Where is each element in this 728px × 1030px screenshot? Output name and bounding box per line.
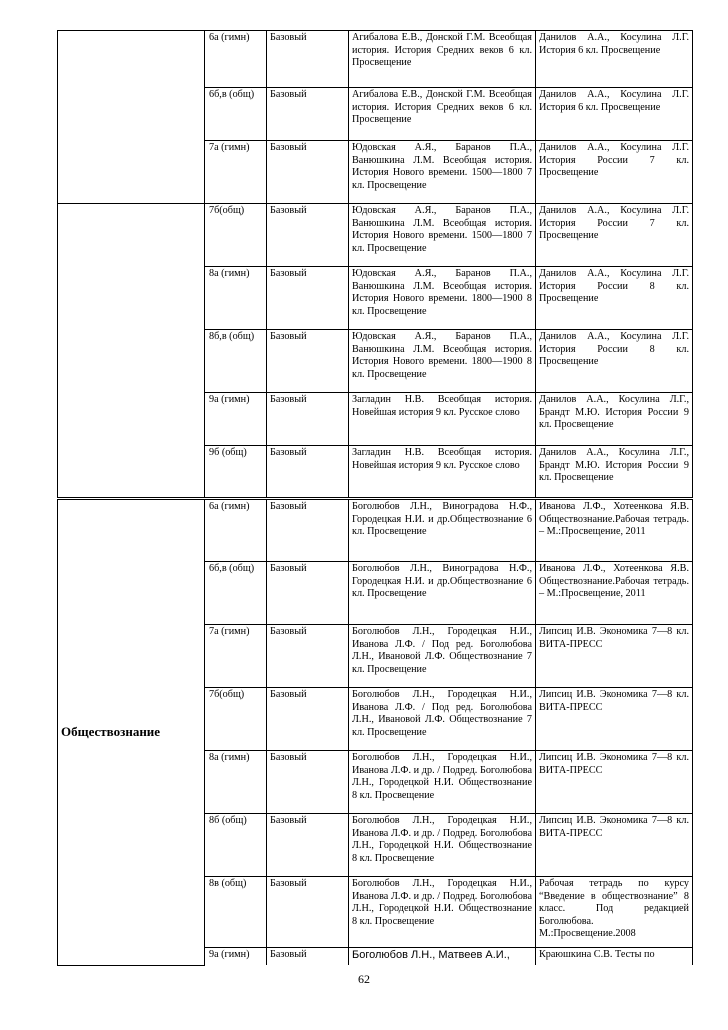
class-cell: 6б,в (общ) (205, 562, 267, 625)
textbook-cell: Боголюбов Л.Н., Виноградова Н.Ф., Городецкая Н.И. и др.Обществознание 6 кл. Просвещение (349, 499, 536, 562)
textbook-cell: Боголюбов Л.Н., Матвеев А.И., (349, 947, 536, 965)
supplementary-cell: Данилов А.А., Косулина Л.Г. История 6 кл. Просвещение (536, 88, 693, 141)
level-cell: Базовый (267, 446, 349, 499)
subject-cell (58, 31, 205, 204)
textbook-cell: Боголюбов Л.Н., Городецкая Н.И., Иванова Л.Ф. / Под ред. Боголюбова Л.Н., Ивановой Л.Ф. Обществознание 7 кл. Просвещение (349, 688, 536, 751)
supplementary-cell: Данилов А.А., Косулина Л.Г. История 6 кл. Просвещение (536, 31, 693, 88)
class-cell: 6а (гимн) (205, 31, 267, 88)
supplementary-cell: Иванова Л.Ф., Хотеенкова Я.В. Обществознание.Рабочая тетрадь. – М.:Просвещение, 2011 (536, 499, 693, 562)
textbook-cell: Юдовская А.Я., Баранов П.А., Ванюшкина Л.М. Всеобщая история. История Нового времени. 1800—1900 8 кл. Просвещение (349, 267, 536, 330)
class-cell: 8б,в (общ) (205, 330, 267, 393)
supplementary-cell: Краюшкина С.В. Тесты по (536, 947, 693, 965)
level-cell: Базовый (267, 204, 349, 267)
supplementary-cell: Липсиц И.В. Экономика 7—8 кл. ВИТА-ПРЕСС (536, 688, 693, 751)
level-cell: Базовый (267, 877, 349, 948)
class-cell: 7а (гимн) (205, 625, 267, 688)
class-cell: 9а (гимн) (205, 393, 267, 446)
table-row (58, 204, 693, 267)
subject-cell (58, 204, 205, 499)
level-cell: Базовый (267, 751, 349, 814)
supplementary-cell: Липсиц И.В. Экономика 7—8 кл. ВИТА-ПРЕСС (536, 751, 693, 814)
supplementary-cell: Данилов А.А., Косулина Л.Г. История России 7 кл. Просвещение (536, 204, 693, 267)
level-cell: Базовый (267, 330, 349, 393)
class-cell: 9б (общ) (205, 446, 267, 499)
level-cell: Базовый (267, 88, 349, 141)
level-cell: Базовый (267, 31, 349, 88)
supplementary-cell: Данилов А.А., Косулина Л.Г. История России 8 кл. Просвещение (536, 267, 693, 330)
level-cell: Базовый (267, 562, 349, 625)
supplementary-cell: Данилов А.А., Косулина Л.Г. История России 8 кл. Просвещение (536, 330, 693, 393)
textbook-cell: Юдовская А.Я., Баранов П.А., Ванюшкина Л.М. Всеобщая история. История Нового времени. 1500—1800 7 кл. Просвещение (349, 204, 536, 267)
page-number: 62 (358, 972, 370, 986)
table-row (58, 499, 693, 562)
textbook-cell: Боголюбов Л.Н., Городецкая Н.И., Иванова Л.Ф. и др. / Подред. Боголюбова Л.Н., Городецкой Н.И. Обществознание 8 кл. Просвещение (349, 814, 536, 877)
textbook-cell: Боголюбов Л.Н., Городецкая Н.И., Иванова Л.Ф. и др. / Подред. Боголюбова Л.Н., Городецкой Н.И. Обществознание 8 кл. Просвещение (349, 877, 536, 948)
level-cell: Базовый (267, 688, 349, 751)
supplementary-cell: Рабочая тетрадь по курсу “Введение в обществознание” 8 класс. Под редакцией Боголюбова. М.:Просвещение.2008 (536, 877, 693, 948)
textbook-cell: Боголюбов Л.Н., Городецкая Н.И., Иванова Л.Ф. / Под ред. Боголюбова Л.Н., Ивановой Л.Ф. Обществознание 7 кл. Просвещение (349, 625, 536, 688)
level-cell: Базовый (267, 814, 349, 877)
level-cell: Базовый (267, 267, 349, 330)
class-cell: 8а (гимн) (205, 267, 267, 330)
class-cell: 8а (гимн) (205, 751, 267, 814)
class-cell: 7б(общ) (205, 688, 267, 751)
textbook-cell: Загладин Н.В. Всеобщая история. Новейшая история 9 кл. Русское слово (349, 393, 536, 446)
level-cell: Базовый (267, 141, 349, 204)
textbook-cell: Агибалова Е.В., Донской Г.М. Всеобщая история. История Средних веков 6 кл. Просвещение (349, 88, 536, 141)
table-row (58, 31, 693, 88)
subject-cell: Обществознание (58, 499, 205, 966)
textbook-cell: Агибалова Е.В., Донской Г.М. Всеобщая история. История Средних веков 6 кл. Просвещение (349, 31, 536, 88)
level-cell: Базовый (267, 499, 349, 562)
supplementary-cell: Данилов А.А., Косулина Л.Г., Брандт М.Ю. История России 9 кл. Просвещение (536, 446, 693, 499)
textbook-cell: Юдовская А.Я., Баранов П.А., Ванюшкина Л.М. Всеобщая история. История Нового времени. 1800—1900 8 кл. Просвещение (349, 330, 536, 393)
textbook-cell: Юдовская А.Я., Баранов П.А., Ванюшкина Л.М. Всеобщая история. История Нового времени. 1500—1800 7 кл. Просвещение (349, 141, 536, 204)
document-page (57, 30, 692, 966)
supplementary-cell: Липсиц И.В. Экономика 7—8 кл. ВИТА-ПРЕСС (536, 625, 693, 688)
supplementary-cell: Иванова Л.Ф., Хотеенкова Я.В. Обществознание.Рабочая тетрадь. – М.:Просвещение, 2011 (536, 562, 693, 625)
level-cell: Базовый (267, 625, 349, 688)
supplementary-cell: Данилов А.А., Косулина Л.Г., Брандт М.Ю. История России 9 кл. Просвещение (536, 393, 693, 446)
supplementary-cell: Данилов А.А., Косулина Л.Г. История России 7 кл. Просвещение (536, 141, 693, 204)
class-cell: 7а (гимн) (205, 141, 267, 204)
textbook-cell: Загладин Н.В. Всеобщая история. Новейшая история 9 кл. Русское слово (349, 446, 536, 499)
class-cell: 9а (гимн) (205, 947, 267, 965)
level-cell: Базовый (267, 947, 349, 965)
textbook-cell: Боголюбов Л.Н., Виноградова Н.Ф., Городецкая Н.И. и др.Обществознание 6 кл. Просвещение (349, 562, 536, 625)
level-cell: Базовый (267, 393, 349, 446)
textbook-table (57, 30, 693, 966)
class-cell: 8б (общ) (205, 814, 267, 877)
class-cell: 7б(общ) (205, 204, 267, 267)
class-cell: 6а (гимн) (205, 499, 267, 562)
supplementary-cell: Липсиц И.В. Экономика 7—8 кл. ВИТА-ПРЕСС (536, 814, 693, 877)
class-cell: 6б,в (общ) (205, 88, 267, 141)
class-cell: 8в (общ) (205, 877, 267, 948)
textbook-cell: Боголюбов Л.Н., Городецкая Н.И., Иванова Л.Ф. и др. / Подред. Боголюбова Л.Н., Городецкой Н.И. Обществознание 8 кл. Просвещение (349, 751, 536, 814)
